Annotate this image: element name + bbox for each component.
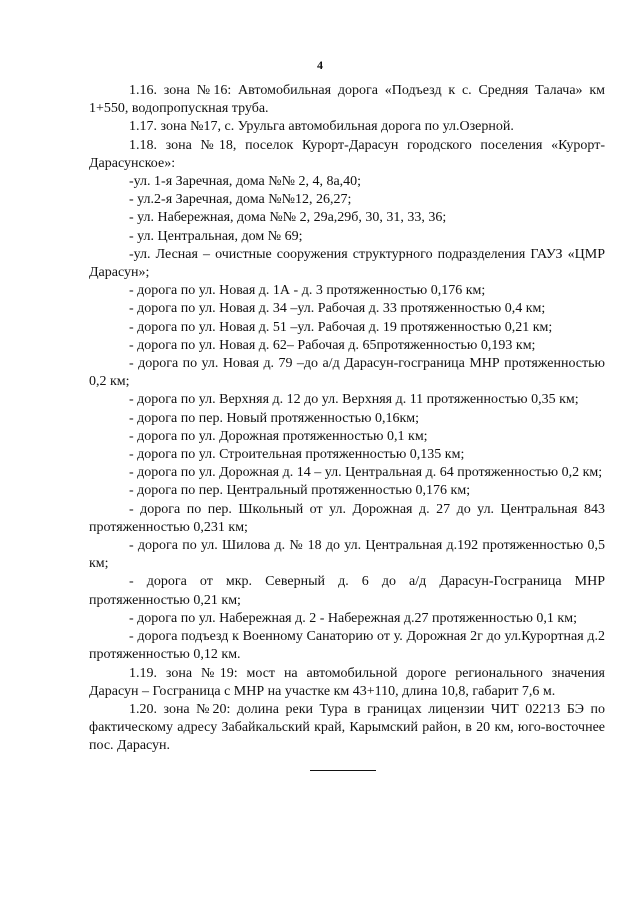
paragraph-1-20: 1.20. зона №20: долина реки Тура в границах лицензии ЧИТ 02213 БЭ по фактическому адресу Забайкальский край, Карымский район, в 20 км, юго-восточнее пос. Дарасун. bbox=[89, 701, 605, 754]
list-item: - ул.2-я Заречная, дома №№12, 26,27; bbox=[129, 192, 352, 208]
list-item: - дорога по пер. Новый протяженностью 0,16км; bbox=[129, 410, 420, 426]
paragraph-1-16: 1.16. зона №16: Автомобильная дорога «Подъезд к с. Средняя Талача» км 1+550, водопропускная труба. bbox=[89, 83, 605, 117]
list-item: - дорога по ул. Новая д. 62– Рабочая д. 65протяженностью 0,193 км; bbox=[129, 337, 536, 353]
list-item: - ул. Набережная, дома №№ 2, 29а,29б, 30, 31, 33, 36; bbox=[129, 210, 447, 226]
list-item: - дорога по пер. Школьный от ул. Дорожная д. 27 до ул. Центральная 843 протяженностью 0,231 км; bbox=[89, 501, 605, 535]
list-item: - дорога по ул. Дорожная протяженностью 0,1 км; bbox=[129, 428, 428, 444]
list-item: - дорога по ул. Новая д. 1А - д. 3 протяженностью 0,176 км; bbox=[129, 283, 486, 299]
list-item: - дорога по ул. Верхняя д. 12 до ул. Верхняя д. 11 протяженностью 0,35 км; bbox=[129, 392, 579, 408]
list-item: - дорога подъезд к Военному Санаторию от у. Дорожная 2г до ул.Курортная д.2 протяженностью 0,12 км. bbox=[89, 629, 605, 663]
list-item: - дорога по ул. Строительная протяженностью 0,135 км; bbox=[129, 447, 465, 463]
list-item: - дорога от мкр. Северный д. 6 до а/д Дарасун-Госграница МНР протяженностью 0,21 км; bbox=[89, 574, 605, 608]
list-item: -ул. Лесная – очистные сооружения структурного подразделения ГАУЗ «ЦМР Дарасун»; bbox=[89, 246, 605, 281]
list-item: - дорога по ул. Новая д. 51 –ул. Рабочая д. 19 протяженностью 0,21 км; bbox=[129, 319, 553, 335]
page-number: 4 bbox=[317, 58, 323, 72]
list-item: - дорога по ул. Шилова д. № 18 до ул. Центральная д.192 протяженностью 0,5 км; bbox=[89, 538, 605, 572]
list-item: -ул. 1-я Заречная, дома №№ 2, 4, 8а,40; bbox=[129, 174, 362, 190]
list-item: - дорога по пер. Центральный протяженностью 0,176 км; bbox=[129, 483, 471, 499]
paragraph-1-18: 1.18. зона №18, поселок Курорт-Дарасун городского поселения «Курорт-Дарасунское»: bbox=[89, 137, 605, 171]
paragraph-1-17: 1.17. зона №17, с. Урульга автомобильная дорога по ул.Озерной. bbox=[129, 119, 514, 135]
list-item: - ул. Центральная, дом № 69; bbox=[129, 228, 303, 244]
list-item: - дорога по ул. Дорожная д. 14 – ул. Центральная д. 64 протяженностью 0,2 км; bbox=[129, 465, 603, 481]
paragraph-1-19: 1.19. зона №19: мост на автомобильной дороге регионального значения Дарасун – Госграница с МНР на участке км 43+110, длина 10,8, габарит 7,6 м. bbox=[89, 665, 605, 699]
list-item: - дорога по ул. Набережная д. 2 - Набережная д.27 протяженностью 0,1 км; bbox=[129, 610, 577, 626]
list-item: - дорога по ул. Новая д. 34 –ул. Рабочая д. 33 протяженностью 0,4 км; bbox=[129, 301, 546, 317]
list-item: - дорога по ул. Новая д. 79 –до а/д Дарасун-госграница МНР протяженностью 0,2 км; bbox=[89, 356, 605, 390]
closing-divider bbox=[310, 770, 376, 771]
document-body bbox=[89, 82, 605, 756]
